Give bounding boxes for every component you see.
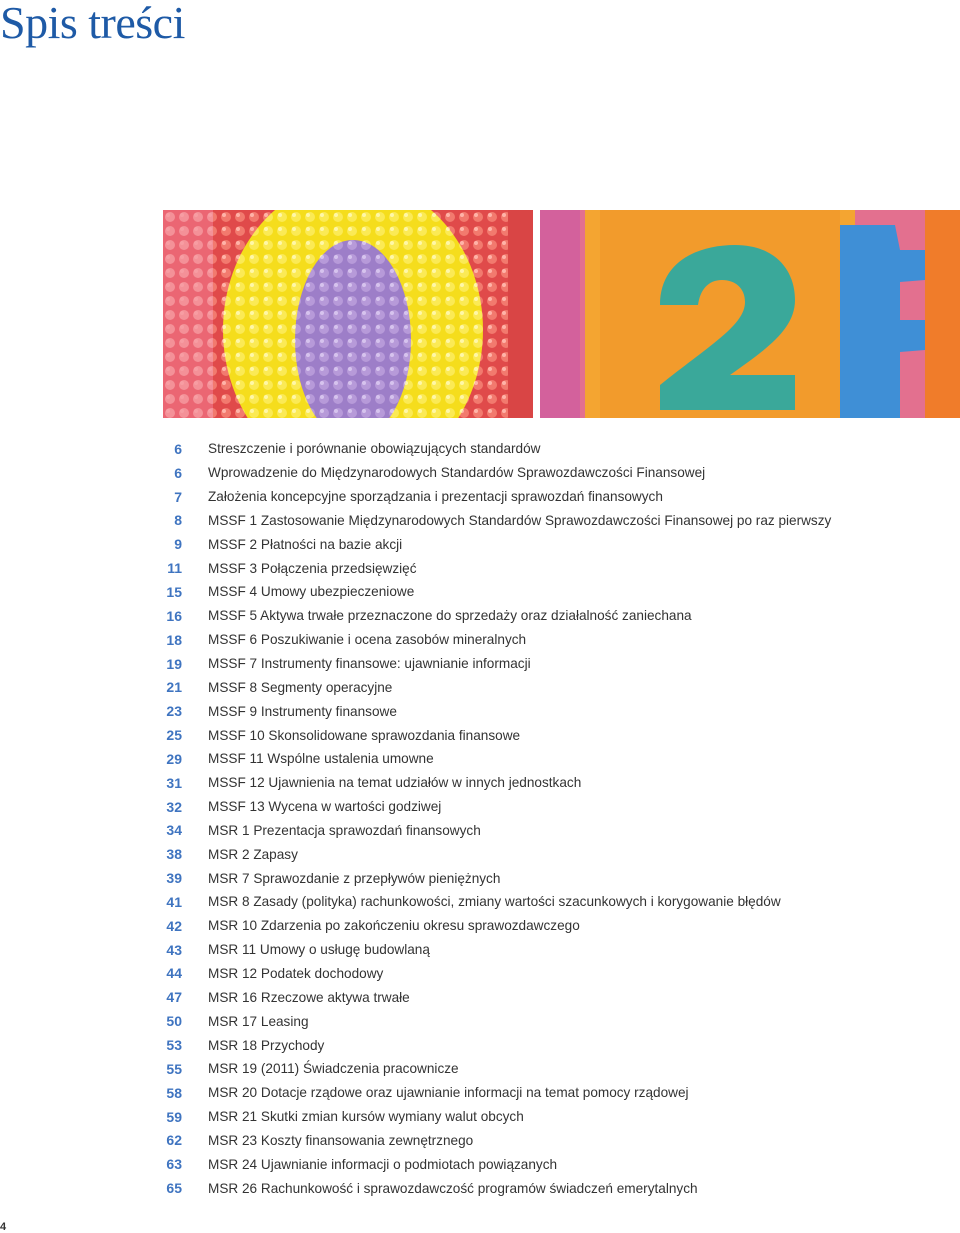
toc-entry[interactable] xyxy=(150,628,950,652)
page-number: 4 xyxy=(0,1221,7,1233)
toc-entry-title: MSR 1 Prezentacja sprawozdań finansowych xyxy=(208,822,481,838)
toc-entry-title: Wprowadzenie do Międzynarodowych Standardów Sprawozdawczości Finansowej xyxy=(208,465,706,481)
toc-entry-title: MSR 19 (2011) Świadczenia pracownicze xyxy=(208,1061,459,1077)
toc-entry[interactable] xyxy=(150,819,950,843)
page-title: Spis treści xyxy=(0,0,185,48)
toc-entry-title: MSR 2 Zapasy xyxy=(208,846,298,862)
toc-page-number: 65 xyxy=(166,1180,182,1197)
toc-entry[interactable] xyxy=(150,866,950,890)
toc-page-number: 42 xyxy=(166,917,182,934)
toc-entry-title: MSSF 13 Wycena w wartości godziwej xyxy=(208,799,442,815)
toc-entry-title: MSR 8 Zasady (polityka) rachunkowości, zmiany wartości szacunkowych i korygowanie błędów xyxy=(208,894,781,910)
toc-entry-title: MSSF 7 Instrumenty finansowe: ujawnianie informacji xyxy=(208,656,531,672)
toc-entry[interactable] xyxy=(150,1152,950,1176)
toc-entry-title: MSSF 10 Skonsolidowane sprawozdania finansowe xyxy=(208,727,521,743)
toc-entry[interactable] xyxy=(150,842,950,866)
toc-entry-title: MSR 24 Ujawnianie informacji o podmiotach powiązanych xyxy=(208,1156,558,1172)
toc-entry[interactable] xyxy=(150,771,950,795)
toc-entry[interactable] xyxy=(150,1009,950,1033)
toc-page-number: 19 xyxy=(166,655,182,672)
toc-entry[interactable] xyxy=(150,795,950,819)
toc-page-number: 41 xyxy=(166,893,182,910)
toc-page-number: 29 xyxy=(166,750,182,767)
toc-entry-title: MSSF 5 Aktywa trwałe przeznaczone do sprzedaży oraz działalność zaniechana xyxy=(208,608,692,624)
toc-entry-title: MSSF 3 Połączenia przedsięwzięć xyxy=(208,560,417,576)
toc-entry[interactable] xyxy=(150,604,950,628)
toc-entry[interactable] xyxy=(150,962,950,986)
toc-entry-title: MSSF 9 Instrumenty finansowe xyxy=(208,703,397,719)
toc-entry[interactable] xyxy=(150,890,950,914)
toc-entry[interactable] xyxy=(150,985,950,1009)
toc-page-number: 15 xyxy=(166,583,182,600)
toc-entry[interactable] xyxy=(150,699,950,723)
toc-entry[interactable] xyxy=(150,652,950,676)
toc-page-number: 9 xyxy=(174,536,182,553)
toc-page-number: 39 xyxy=(166,870,182,887)
toc-page-number: 23 xyxy=(166,703,182,720)
table-of-contents xyxy=(150,437,950,1200)
toc-entry-title: MSSF 4 Umowy ubezpieczeniowe xyxy=(208,584,415,600)
toc-entry[interactable] xyxy=(150,747,950,771)
toc-entry[interactable] xyxy=(150,532,950,556)
toc-page-number: 43 xyxy=(166,941,182,958)
toc-entry-title: MSR 10 Zdarzenia po zakończeniu okresu sprawozdawczego xyxy=(208,918,580,934)
toc-page-number: 21 xyxy=(166,679,182,696)
toc-entry-title: MSR 23 Koszty finansowania zewnętrznego xyxy=(208,1132,474,1148)
toc-entry-title: MSR 7 Sprawozdanie z przepływów pieniężnych xyxy=(208,870,501,886)
toc-page-number: 32 xyxy=(166,798,182,815)
toc-entry-title: Założenia koncepcyjne sporządzania i prezentacji sprawozdań finansowych xyxy=(208,489,663,505)
toc-entry[interactable] xyxy=(150,1176,950,1200)
toc-entry-title: MSSF 1 Zastosowanie Międzynarodowych Standardów Sprawozdawczości Finansowej po raz pierwszy xyxy=(208,512,832,528)
toc-entry[interactable] xyxy=(150,556,950,580)
foam-puzzle-zero-image xyxy=(163,210,533,418)
toc-entry-title: Streszczenie i porównanie obowiązujących standardów xyxy=(208,441,541,457)
toc-page-number: 47 xyxy=(166,989,182,1006)
toc-entry[interactable] xyxy=(150,485,950,509)
toc-page-number: 58 xyxy=(166,1084,182,1101)
toc-entry[interactable] xyxy=(150,723,950,747)
toc-page-number: 55 xyxy=(166,1060,182,1077)
toc-entry[interactable] xyxy=(150,675,950,699)
toc-entry-title: MSR 12 Podatek dochodowy xyxy=(208,965,384,981)
toc-entry-title: MSR 17 Leasing xyxy=(208,1013,309,1029)
toc-page-number: 7 xyxy=(174,488,182,505)
toc-entry-title: MSSF 2 Płatności na bazie akcji xyxy=(208,536,403,552)
toc-entry-title: MSSF 11 Wspólne ustalenia umowne xyxy=(208,751,434,767)
toc-page-number: 11 xyxy=(167,560,182,577)
toc-page-number: 44 xyxy=(166,965,182,982)
toc-entry[interactable] xyxy=(150,461,950,485)
toc-entry-title: MSSF 12 Ujawnienia na temat udziałów w innych jednostkach xyxy=(208,775,582,791)
toc-entry-title: MSR 20 Dotacje rządowe oraz ujawnianie informacji na temat pomocy rządowej xyxy=(208,1085,689,1101)
toc-page-number: 31 xyxy=(166,774,182,791)
toc-entry[interactable] xyxy=(150,580,950,604)
toc-entry-title: MSR 11 Umowy o usługę budowlaną xyxy=(208,942,430,958)
toc-page-number: 50 xyxy=(166,1013,182,1030)
toc-page-number: 25 xyxy=(166,727,182,744)
toc-page-number: 59 xyxy=(166,1108,182,1125)
toc-entry-title: MSR 26 Rachunkowość i sprawozdawczość programów świadczeń emerytalnych xyxy=(208,1180,698,1196)
toc-entry[interactable] xyxy=(150,1105,950,1129)
toc-entry[interactable] xyxy=(150,437,950,461)
toc-entry[interactable] xyxy=(150,1081,950,1105)
toc-page-number: 53 xyxy=(166,1037,182,1054)
toc-entry[interactable] xyxy=(150,1033,950,1057)
toc-page-number: 18 xyxy=(166,631,182,648)
toc-page-number: 16 xyxy=(166,607,182,624)
toc-entry[interactable] xyxy=(150,1128,950,1152)
toc-entry[interactable] xyxy=(150,914,950,938)
toc-page-number: 6 xyxy=(174,464,182,481)
toc-page-number: 38 xyxy=(166,846,182,863)
toc-entry[interactable] xyxy=(150,509,950,533)
toc-entry[interactable] xyxy=(150,938,950,962)
toc-entry-title: MSSF 6 Poszukiwanie i ocena zasobów mineralnych xyxy=(208,632,527,648)
foam-puzzle-two-image xyxy=(540,210,960,418)
toc-entry-title: MSR 21 Skutki zmian kursów wymiany walut obcych xyxy=(208,1109,524,1125)
toc-page-number: 8 xyxy=(174,512,182,529)
toc-page-number: 34 xyxy=(166,822,182,839)
toc-entry-title: MSSF 8 Segmenty operacyjne xyxy=(208,679,393,695)
toc-entry-title: MSR 16 Rzeczowe aktywa trwałe xyxy=(208,989,410,1005)
toc-page-number: 6 xyxy=(174,440,182,457)
toc-entry[interactable] xyxy=(150,1057,950,1081)
toc-page-number: 62 xyxy=(166,1132,182,1149)
toc-page-number: 63 xyxy=(166,1156,182,1173)
toc-entry-title: MSR 18 Przychody xyxy=(208,1037,325,1053)
